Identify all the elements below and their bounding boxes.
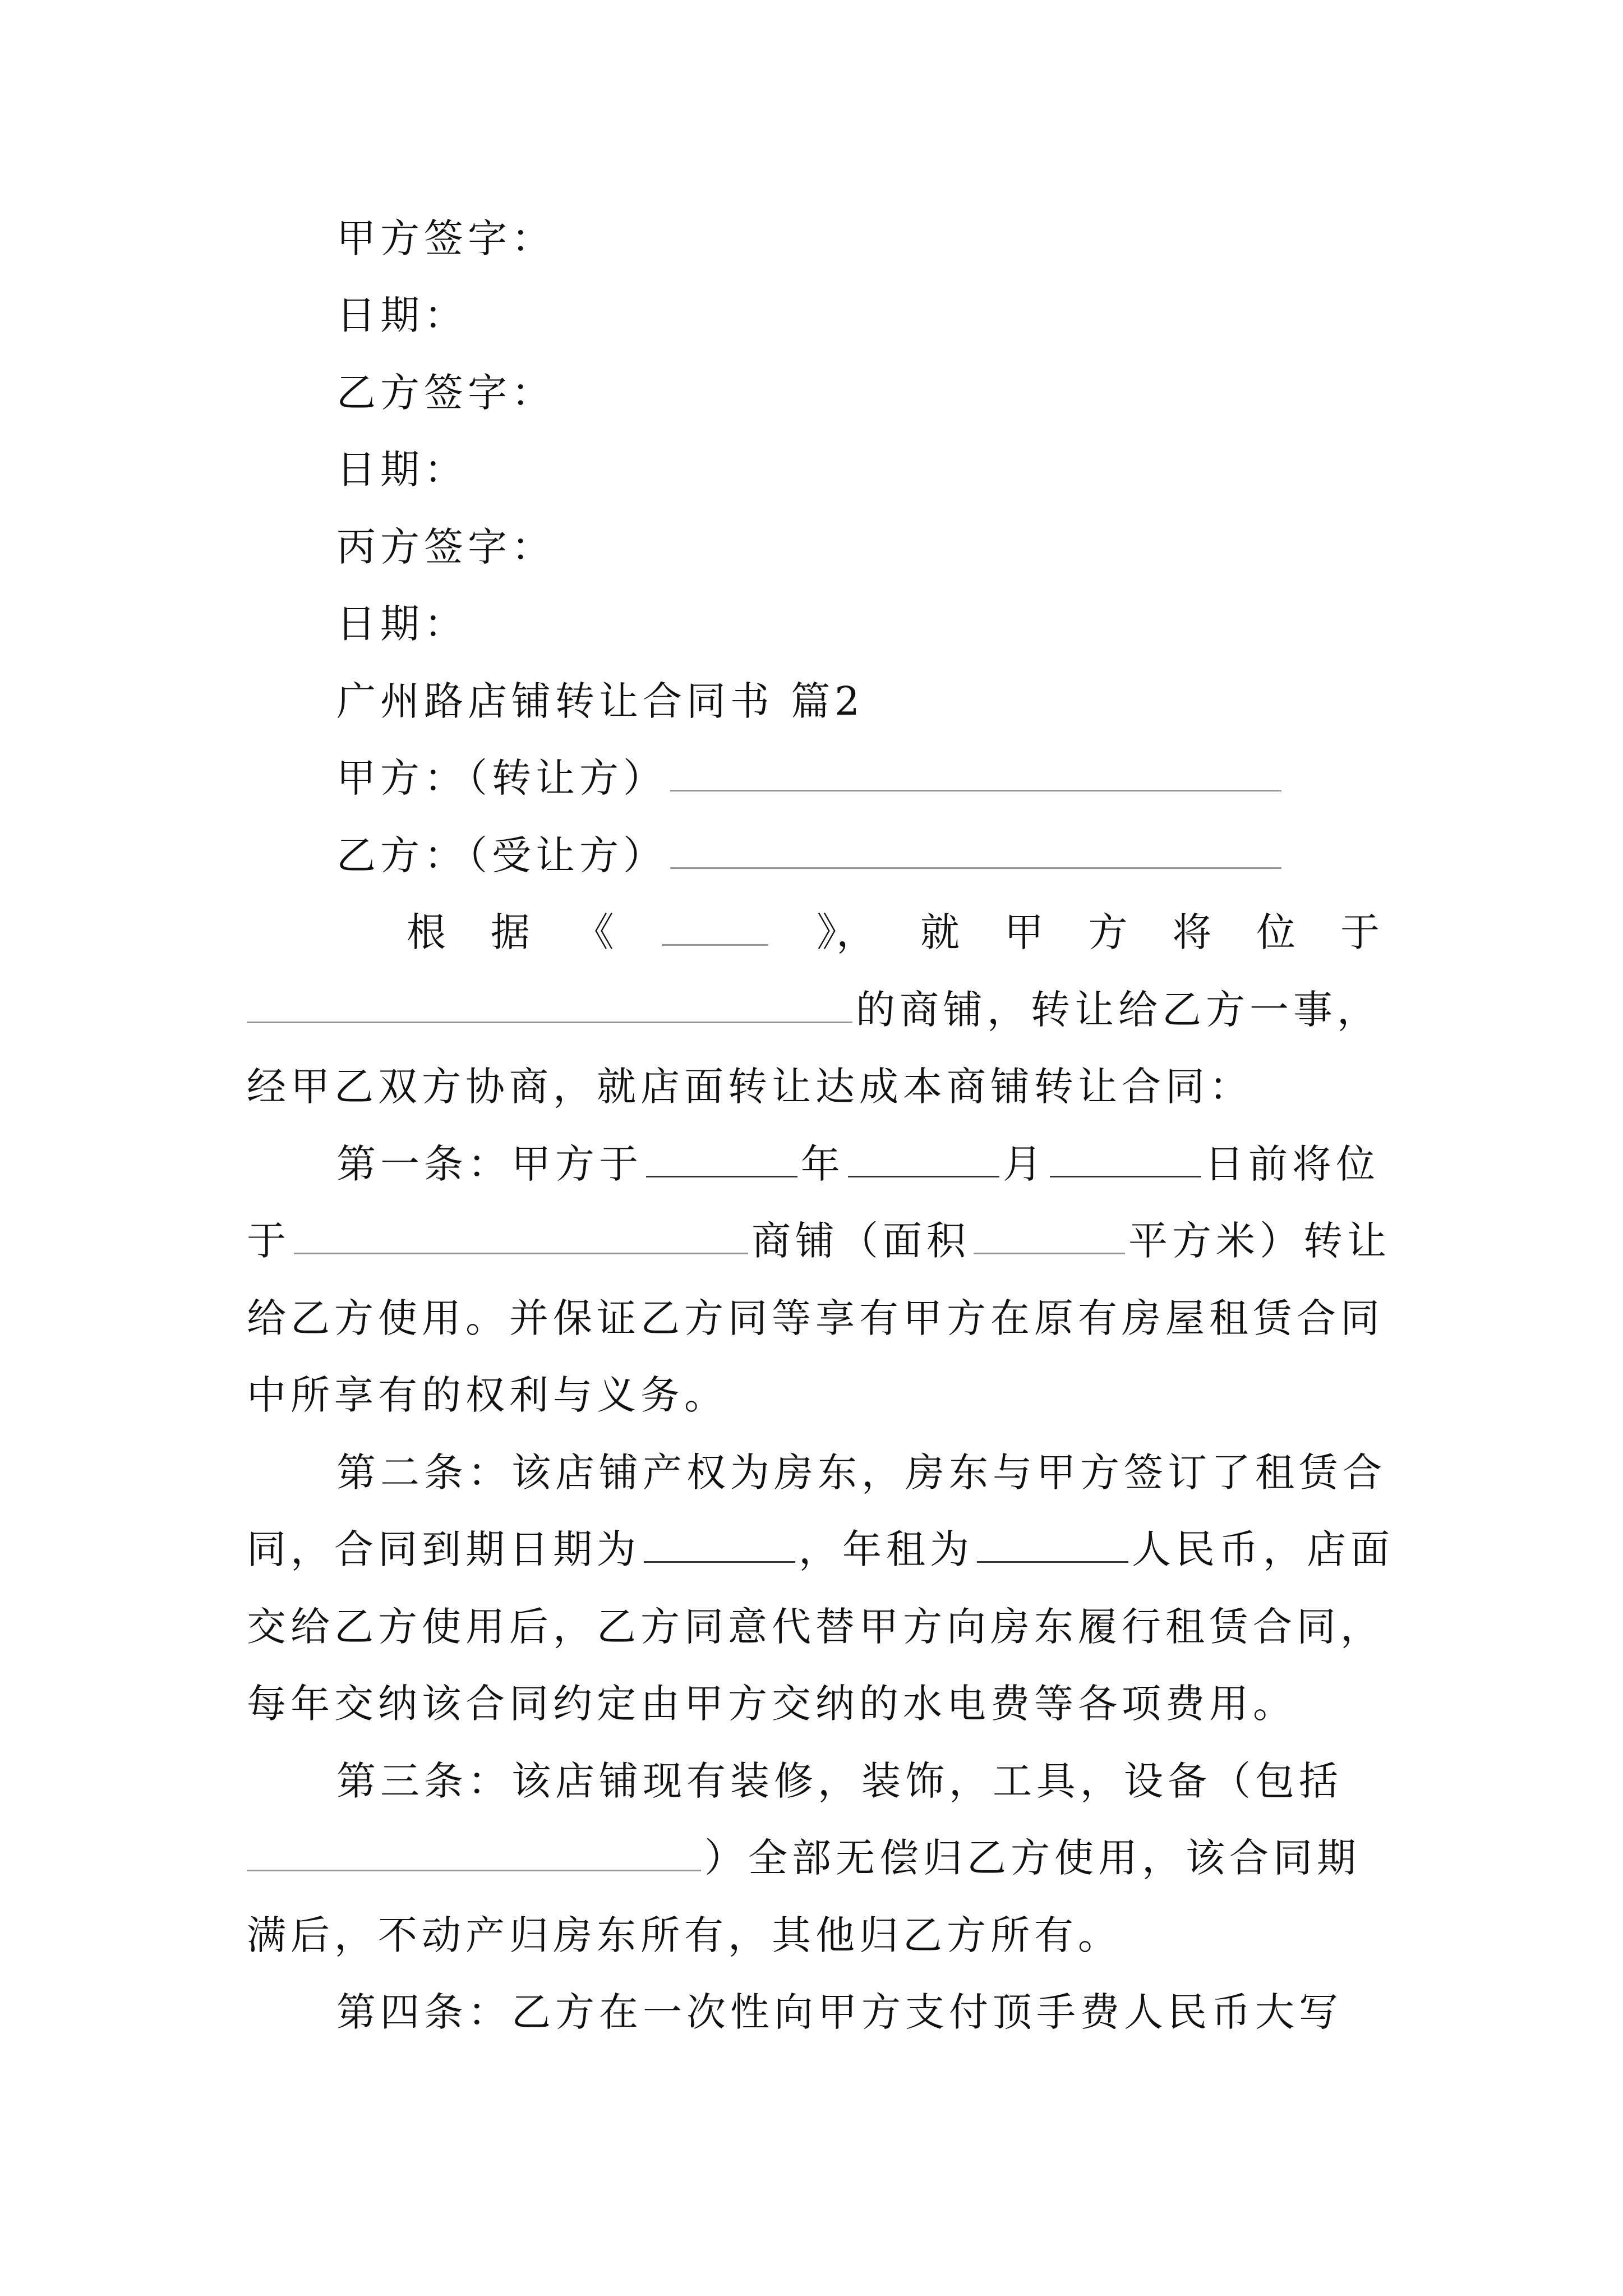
intro-char: 方: [1088, 909, 1128, 955]
article2-line-4: 每年交纳该合同约定由甲方交纳的水电费等各项费用。: [247, 1681, 1297, 1727]
shop-location-blank: [247, 982, 852, 1023]
article1-line-2-mid: 商铺（面积: [751, 1218, 970, 1264]
article2-line-2-prefix: 同，合同到期日期为: [247, 1526, 640, 1572]
article1-year-label: 年: [801, 1141, 845, 1187]
party-c-date-label: 日期：: [336, 601, 468, 647]
article1-day-suffix: 日前将位: [1205, 1141, 1380, 1187]
article1-month-label: 月: [1003, 1141, 1046, 1187]
article2-expiry-blank: [644, 1522, 795, 1563]
intro-char: 《: [574, 909, 614, 955]
intro-line-2-text: 的商铺，转让给乙方一事，: [856, 987, 1381, 1033]
article3-line-3: 满后，不动产归房东所有，其他归乙方所有。: [247, 1912, 1122, 1958]
article2-line-2-suffix: 人民币，店面: [1132, 1526, 1394, 1572]
intro-char: 据: [490, 909, 530, 955]
intro-char: 于: [1340, 909, 1380, 955]
article1-line-1: [336, 1136, 1380, 1192]
article3-line-1: 第三条：该店铺现有装修，装饰，工具，设备（包括: [336, 1758, 1343, 1804]
article2-line-2-mid: ，年租为: [799, 1526, 974, 1572]
article1-day-blank: [1050, 1137, 1201, 1177]
article1-location-blank: [294, 1213, 748, 1254]
article2-line-2: [247, 1521, 1394, 1577]
party-a-blank: [670, 751, 1281, 792]
party-a-line: [336, 750, 1285, 806]
intro-char: 就: [920, 909, 960, 955]
party-b-blank: [670, 828, 1281, 869]
intro-line-1: [407, 904, 1380, 960]
article3-line-2-suffix: ）全部无偿归乙方使用，该合同期: [704, 1835, 1361, 1881]
article2-line-1: 第二条：该店铺产权为房东，房东与甲方签订了租赁合: [336, 1450, 1386, 1496]
article1-line-2: [247, 1213, 1391, 1269]
law-name-blank: [662, 905, 768, 946]
intro-char: 根: [407, 909, 446, 955]
article1-line-2-prefix: 于: [247, 1218, 291, 1264]
article4-line-1: 第四条：乙方在一次性向甲方支付顶手费人民币大写: [336, 1989, 1343, 2035]
article2-rent-blank: [977, 1522, 1128, 1563]
article3-equipment-blank: [247, 1830, 701, 1871]
intro-char: 将: [1172, 909, 1212, 955]
article2-line-3: 交给乙方使用后，乙方同意代替甲方向房东履行租赁合同，: [247, 1604, 1384, 1650]
article1-area-blank: [974, 1213, 1125, 1254]
article1-line-4: 中所享有的权利与义务。: [247, 1372, 728, 1418]
article1-year-blank: [646, 1137, 797, 1177]
article1-month-blank: [848, 1137, 999, 1177]
party-b-line: [336, 827, 1285, 884]
intro-line-3: 经甲乙双方协商，就店面转让达成本商铺转让合同：: [247, 1064, 1253, 1110]
intro-line-2: [247, 982, 1381, 1038]
party-b-signature-label: 乙方签字：: [336, 370, 555, 416]
party-b-label: 乙方：（受让方）: [336, 832, 667, 878]
article1-line-2-suffix: 平方米）转让: [1128, 1218, 1391, 1264]
intro-char: 位: [1256, 909, 1296, 955]
party-a-date-label: 日期：: [336, 292, 468, 338]
party-b-date-label: 日期：: [336, 447, 468, 493]
party-a-signature-label: 甲方签字：: [336, 215, 555, 261]
article3-line-2: [247, 1830, 1361, 1886]
party-a-label: 甲方：（转让方）: [336, 755, 667, 801]
article1-prefix: 第一条：甲方于: [336, 1141, 643, 1187]
intro-char: 》，: [817, 909, 876, 955]
section-title: 广州路店铺转让合同书 篇2: [336, 678, 864, 724]
article1-line-3: 给乙方使用。并保证乙方同等享有甲方在原有房屋租赁合同: [247, 1295, 1384, 1341]
party-c-signature-label: 丙方签字：: [336, 524, 555, 570]
intro-char: 甲: [1004, 909, 1044, 955]
